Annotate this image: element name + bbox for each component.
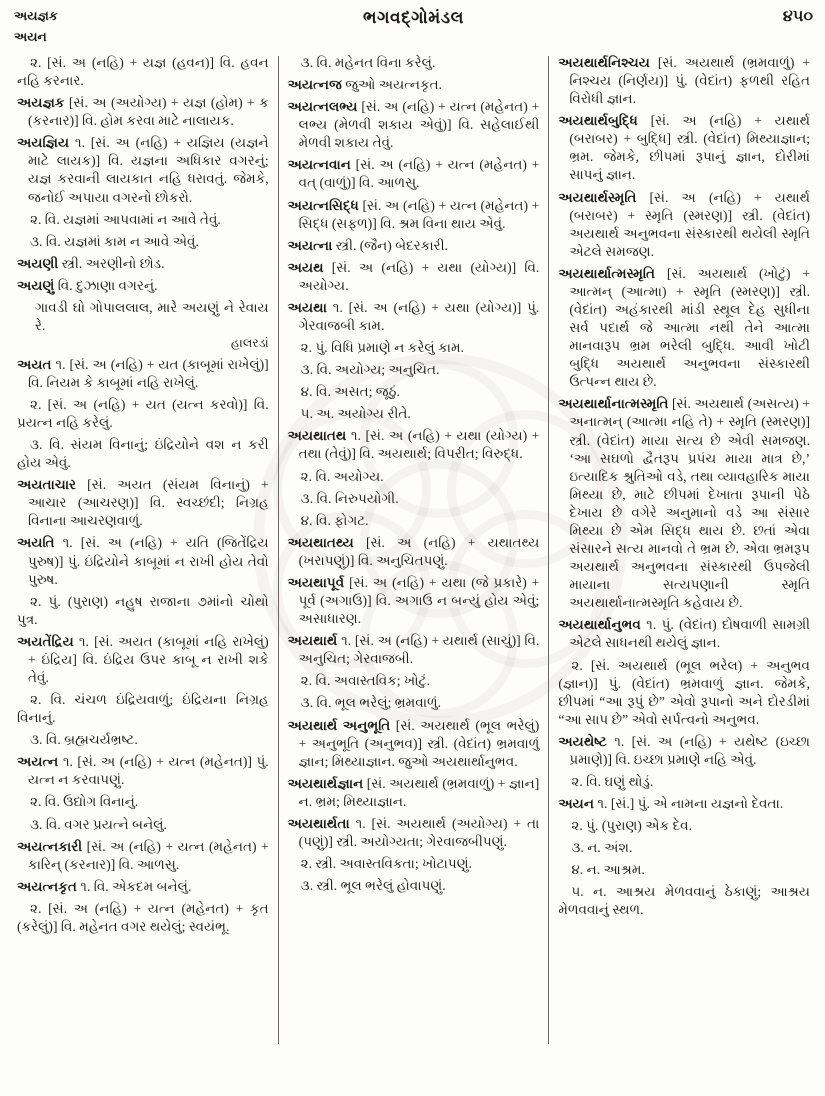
entry-sense: ૪. વિ. ફોગટ. [300, 512, 369, 528]
headword: અયથાર્થાનુભવ [558, 617, 647, 633]
headword: અયણી [17, 255, 62, 271]
headword: અયણું [17, 277, 58, 293]
dictionary-entry: અયણું વિ. દુઝાણા વગરનું. [17, 277, 158, 293]
dictionary-entry: અયથાર્થ ૧. [સં. અ (નહિ) + યથાર્થ (સાચું)] વિ. અનુચિત; ગેરવાજબી. [287, 633, 540, 667]
headword: અયત [17, 356, 56, 372]
entry-sense: ૨. સ્ત્રી. અવાસ્તવિકતા; ખોટાપણું. [300, 856, 472, 872]
headword: અયથાપૂર્વ [287, 574, 350, 590]
headword: અયથેષ્ટ [558, 733, 615, 749]
dictionary-entry: અયથાર્થજ્ઞાન [સં. અયથાર્થ (ભ્રમવાળું) + જ્ઞાન] ન. ભ્રમ; મિથ્યાજ્ઞાન. [287, 775, 540, 809]
dictionary-entry: અયત ૧. [સં. અ (નહિ) + યત (કાબૂમાં રાખેલું)] વિ. નિયમ કે કાબૂમાં નહિ રાખેલું. [17, 356, 269, 390]
headword: અયથાર્થાત્મસ્મૃતિ [558, 265, 667, 281]
dictionary-entry: અયથાર્થાત્મસ્મૃતિ [સં. અયથાર્થ (ખોટું) + આત્મન્ (આત્મા) + સ્મૃતિ (સ્મરણ)] સ્ત્રી. (વેદાંત) અહંકારથી માંડી સ્થૂલ દેહ સુધીના સર્વ પદાર્થ જે આત્મા નથી તેને આત્મા માનવારૂપ ભ્રમ ભરેલી બુદ્ધિ. આવી ખોટી બુદ્ધિ અયથાર્થ અનુભવના સંસ્કારથી ઉત્પન્ન થાય છે. [558, 265, 811, 390]
headword: અયન [558, 796, 598, 812]
dictionary-entry: અયથાર્થસ્મૃતિ [સં. અ (નહિ) + યથાર્થ (બરાબર) + સ્મૃતિ (સ્મરણ)] સ્ત્રી. (વેદાંત) અયથાર્થ અનુભવના સંસ્કારથી થયેલી સ્મૃતિ એટલે સમજણ. [558, 189, 811, 259]
dictionary-entry: અયથાર્થાનાત્મસ્મૃતિ [સં. અયથાર્થ (અસત્ય) + અનાત્મન્ (આત્મા નહિ તે) + સ્મૃતિ (સ્મરણ)] સ્ત્રી. (વેદાંત) માયા સત્ય છે એવી સમજણ. ‘આ સઘળો દ્વૈતરૂપ પ્રપંચ માયા માત્ર છે,’ ઇત્યાદિક શ્રુતિઓ વડે, તથા વ્યાવહારિક માયા મિથ્યા છે, માટે છીપમાં દેખાતા રૂપાની પેઠે દેખાય છે વગેરે અનુમાનો વડે આ સંસાર મિથ્યા છે એમ સિદ્ધ થાય છે. છતાં એવા સંસારને સત્ય માનવો તે ભ્રમ છે. એવા ભ્રમરૂપ અયથાર્થ અનુભવના સંસ્કારથી ઉપજેલી માયાના સત્યપણાની સ્મૃતિ અયથાર્થાનાત્મસ્મૃતિ કહેવાય છે. [558, 396, 811, 611]
page-header [14, 6, 813, 50]
column-1 [8, 54, 278, 1092]
headword: અયથ [287, 259, 332, 275]
entry-sense: ૨. વિ. અવાસ્તવિક; ખોટું. [300, 673, 430, 689]
entry-sense: ૩. સ્ત્રી. ભૂલ ભરેલું હોવાપણું. [300, 878, 446, 894]
headword: અયત્નસિદ્ધ [287, 197, 363, 213]
dictionary-entry: અયથાતથ ૧. [સં. અ (નહિ) + યથા (યોગ્ય) + તથા (તેવું)] વિ. અયથાર્થ; વિપરીત; વિરુદ્ધ. [287, 428, 540, 462]
entry-sense: ૨. [સં. અ (નહિ) + યત (યત્ન કરવો)] વિ. પ્રયત્ન નહિ કરેલું. [17, 396, 269, 430]
headword: અયજ્ઞિય [17, 135, 75, 151]
entry-sense: ૨. [સં. અયથાર્થ (ભૂલ ભરેલ) + અનુભવ (જ્ઞાન)] પું. (વેદાંત) ભ્રમવાળું જ્ઞાન. જેમકે, છીપમાં “આ રૂપું છે” એવો રૂપાનો અને દોરડીમાં “આ સાપ છે” એવો સર્પત્વનો અનુભવ. [558, 657, 811, 727]
entry-sense: ૨. પું. (પુરાણ) નહુષ રાજાના ૭માંનો ચોથો પુત્ર. [17, 593, 269, 627]
headword: અયજ્ઞક [17, 95, 69, 111]
dictionary-entry: અયત્નકારી [સં. અ (નહિ) + યત્ન (મહેનત) + કારિન્ (કરનાર)] વિ. આળસુ. [17, 838, 269, 872]
verse-quote: ગાવડી ઘો ગોપાલલાલ, મારે અયણું ને રેવાય રે. [35, 299, 269, 334]
headword: અયથાર્થાનાત્મસ્મૃતિ [558, 396, 672, 412]
text-columns [8, 54, 819, 1092]
dictionary-entry: અયતિ ૧. [સં. અ (નહિ) + યતિ (જિતેંદ્રિય પુરુષ)] પું. ઇંદ્રિયોને કાબૂમાં ન રાખી હોય તેવો પુરુષ. [17, 535, 269, 587]
dictionary-entry: અયથા ૧. [સં. અ (નહિ) + યથા (યોગ્ય)] પું. ગેરવાજબી કામ. [287, 299, 540, 334]
entry-sense: ૩. વિ. યજ્ઞમાં કામ ન આવે એવું. [30, 233, 199, 249]
dictionary-entry: અયજ્ઞિય ૧. [સં. અ (નહિ) + યજ્ઞિય (યજ્ઞને માટે લાયક)] વિ. યજ્ઞના અધિકાર વગરનું; યજ્ઞ કરવાની લાયકાત નહિ ધરાવતું. જેમકે, જનોઈ અપાયા વગરનો છોકરો. [17, 135, 269, 205]
entry-sense: ૪. ન. આશ્રમ. [571, 862, 645, 878]
headword: અયત્નજ [287, 77, 346, 93]
headword: અયતેંદ્રિય [17, 633, 79, 649]
dictionary-entry: અયત્નવાન [સં. અ (નહિ) + યત્ન (મહેનત) + વત્ (વાળું)] વિ. આળસુ. [287, 157, 540, 191]
page-number: ૪૫૦ [782, 8, 813, 25]
entry-sense: ૨. વિ. ચંચળ ઇંદ્રિયવાળું; ઇંદ્રિયના નિગ્રહ વિનાનું. [17, 692, 269, 726]
entry-sense: ૨. [સં. અ (નહિ) + યજ્ઞ (હવન)] વિ. હવન નહિ કરનાર. [17, 55, 269, 89]
dictionary-entry: અયત્નલભ્ય [સં. અ (નહિ) + યત્ન (મહેનત) + લભ્ય (મેળવી શકાય એવું)] વિ. સહેલાઈથી મેળવી શકાય તેવું. [287, 99, 540, 151]
entry-sense: ૩. વિ. મહેનત વિના કરેલું. [300, 55, 436, 70]
headword: અયત્ના [287, 237, 336, 253]
entry-sense: ૪. વિ. અસત; જૂઠું. [300, 384, 400, 400]
headword: અયથાર્થતા [287, 815, 356, 831]
entry-sense: ૩. વિ. અયોગ્ય; અનુચિત. [300, 362, 440, 378]
entry-sense: ૩. વિ. નિરુપયોગી. [300, 490, 399, 506]
headword: અયત્નલભ્ય [287, 99, 362, 115]
headword: અયતાચાર [17, 477, 88, 493]
dictionary-entry: અયથ [સં. અ (નહિ) + યથા (યોગ્ય)] વિ. અયોગ્ય. [287, 259, 540, 293]
dictionary-entry: અયથાર્થાનુભવ ૧. પું. (વેદાંત) દોષવાળી સામગ્રી એટલે સાધનથી થયેલું જ્ઞાન. [558, 617, 811, 651]
entry-sense: ૨. [સં. અ (નહિ) + યત્ન (મહેનત) + કૃત (કરેલું)] વિ. મહેનત વગર થયેલું; સ્વયંભૂ. [17, 900, 269, 934]
headword: અયથા [287, 299, 333, 315]
entry-sense: ૩. વિ. બ્રહ્મચર્યભ્રષ્ટ. [30, 732, 138, 748]
entry-sense: ૨. પું. (પુરાણ) એક દેવ. [571, 818, 693, 834]
entry-sense: ૫. અ. અયોગ્ય રીતે. [300, 406, 411, 422]
dictionary-entry: અયથાર્થનિશ્ચય [સં. અયથાર્થ (ભ્રમવાળું) + નિશ્ચય (નિર્ણય)] પું. (વેદાંત) ફળથી રહિત વિરોધી જ્ઞાન. [558, 55, 811, 107]
dictionary-entry: અયથાર્થતા ૧. [સં. અયથાર્થ (અયોગ્ય) + તા (પણું)] સ્ત્રી. અયોગ્યતા; ગેરવાજબીપણું. [287, 815, 540, 849]
headword: અયથાર્થજ્ઞાન [287, 775, 367, 791]
headword: અયથાર્થનિશ્ચય [558, 55, 658, 70]
headword: અયથાર્થબુદ્ધિ [558, 113, 651, 129]
headword: અયત્નવાન [287, 157, 356, 173]
entry-sense: ૨. વિ. ઘણું થોડું. [571, 773, 654, 789]
dictionary-entry: અયણી સ્ત્રી. અરણીનો છોડ. [17, 255, 165, 271]
quote-attribution: હાલરડાં [230, 336, 269, 351]
guide-words [14, 6, 224, 49]
headword: અયત્નકૃત [17, 878, 81, 894]
entry-sense: ૨. વિ. યજ્ઞમાં આપવામાં ન આવે તેવું. [30, 211, 221, 227]
guide-word-first: અયજ્ઞક [14, 9, 58, 23]
headword: અયથાર્થસ્મૃતિ [558, 189, 650, 205]
dictionary-entry: અયત્નજ જુઓ અયત્નકૃત. [287, 77, 443, 93]
guide-word-last: અયન [14, 30, 47, 45]
dictionary-entry: અયત્ના સ્ત્રી. (જૈન) બેદરકારી. [287, 237, 448, 253]
entry-sense: ૩. વિ. ભૂલ ભરેલું; ભ્રમવાળું. [300, 695, 442, 711]
dictionary-entry: અયથાર્થબુદ્ધિ [સં. અ (નહિ) + યથાર્થ (બરાબર) + બુદ્ધિ] સ્ત્રી. (વેદાંત) મિથ્યાજ્ઞાન; ભ્રમ. જેમકે, છીપમાં રૂપાનું જ્ઞાન, દોરીમાં સાપનું જ્ઞાન. [558, 113, 811, 183]
dictionary-entry: અયથાતથ્ય [સં. અ (નહિ) + યથાતથ્ય (ખરાપણું)] વિ. અનુચિતપણું. [287, 534, 540, 568]
column-3 [549, 54, 819, 1092]
book-title: ભગવદ્ગોમંડલ [363, 8, 464, 27]
dictionary-entry: અયતાચાર [સં. અયત (સંયમ વિનાનું) + આચાર (આચરણ)] વિ. સ્વચ્છંદી; નિગ્રહ વિનાના આચરણવાળું. [17, 477, 269, 529]
dictionary-entry: અયન ૧. [સં.] પું. એ નામના યજ્ઞનો દેવતા. [558, 796, 784, 812]
dictionary-entry: અયત્નકૃત ૧. વિ. એકદમ બનેલું. [17, 878, 192, 894]
headword: અયથાતથ્ય [287, 534, 366, 550]
column-2 [279, 54, 549, 1092]
headword: અયત્ન [17, 754, 63, 770]
headword: અયથાતથ [287, 428, 351, 444]
dictionary-entry: અયથાપૂર્વ [સં. અ (નહિ) + યથા (જે પ્રકારે) + પૂર્વ (અગાઉ)] વિ. અગાઉ ન બન્યું હોય એવું; અસાધારણ. [287, 574, 540, 627]
headword: અયથાર્થ [287, 633, 342, 649]
dictionary-entry: અયત્નસિદ્ધ [સં. અ (નહિ) + યત્ન (મહેનત) + સિદ્ધ (સફળ)] વિ. શ્રમ વિના થાય એવું. [287, 197, 540, 231]
headword: અયતિ [17, 535, 63, 551]
dictionary-entry: અયજ્ઞક [સં. અ (અયોગ્ય) + યજ્ઞ (હોમ) + ક (કરનાર)] વિ. હોમ કરવા માટે નાલાયક. [17, 95, 269, 129]
headword: અયત્નકારી [17, 838, 87, 854]
entry-sense: ૩. વિ. સંયમ વિનાનું; ઇંદ્રિયોને વશ ન કરી હોય એવું. [17, 437, 269, 471]
headword: અયથાર્થ અનુભૂતિ [287, 717, 396, 733]
entry-sense: ૨. વિ. અયોગ્ય. [300, 468, 384, 484]
dictionary-entry: અયથેષ્ટ ૧. [સં. અ (નહિ) + યથેષ્ટ (ઇચ્છા પ્રમાણે)] વિ. ઇચ્છા પ્રમાણે નહિ એવું. [558, 733, 810, 767]
entry-sense: ૨. પું. વિધિ પ્રમાણે ન કરેલું કામ. [300, 340, 464, 356]
dictionary-entry: અયત્ન ૧. [સં. અ (નહિ) + યત્ન (મહેનત)] પું. યત્ન ન કરવાપણું. [17, 754, 269, 788]
entry-sense: ૨. વિ. ઉદ્યોગ વિનાનું. [30, 794, 139, 810]
dictionary-entry: અયતેંદ્રિય ૧. [સં. અયત (કાબૂમાં નહિ રાખેલું) + ઇંદ્રિય] વિ. ઇંદ્રિય ઉપર કાબૂ ન રાખી શકે તેવું. [17, 633, 269, 685]
entry-sense: ૩. વિ. વગર પ્રયત્ને બનેલું. [30, 816, 167, 832]
entry-sense: ૩. ન. અંશ. [571, 840, 633, 856]
dictionary-entry: અયથાર્થ અનુભૂતિ [સં. અયથાર્થ (ભૂલ ભરેલું) + અનુભૂતિ (અનુભવ)] સ્ત્રી. (વેદાંત) ભ્રમવાળું જ્ઞાન; મિથ્યાજ્ઞાન. જુઓ અયથાર્થાનુભવ. [287, 717, 540, 769]
entry-sense: ૫. ન. આશ્રય મેળવવાનું ઠેકાણું; આશ્રય મેળવવાનું સ્થળ. [558, 884, 811, 918]
